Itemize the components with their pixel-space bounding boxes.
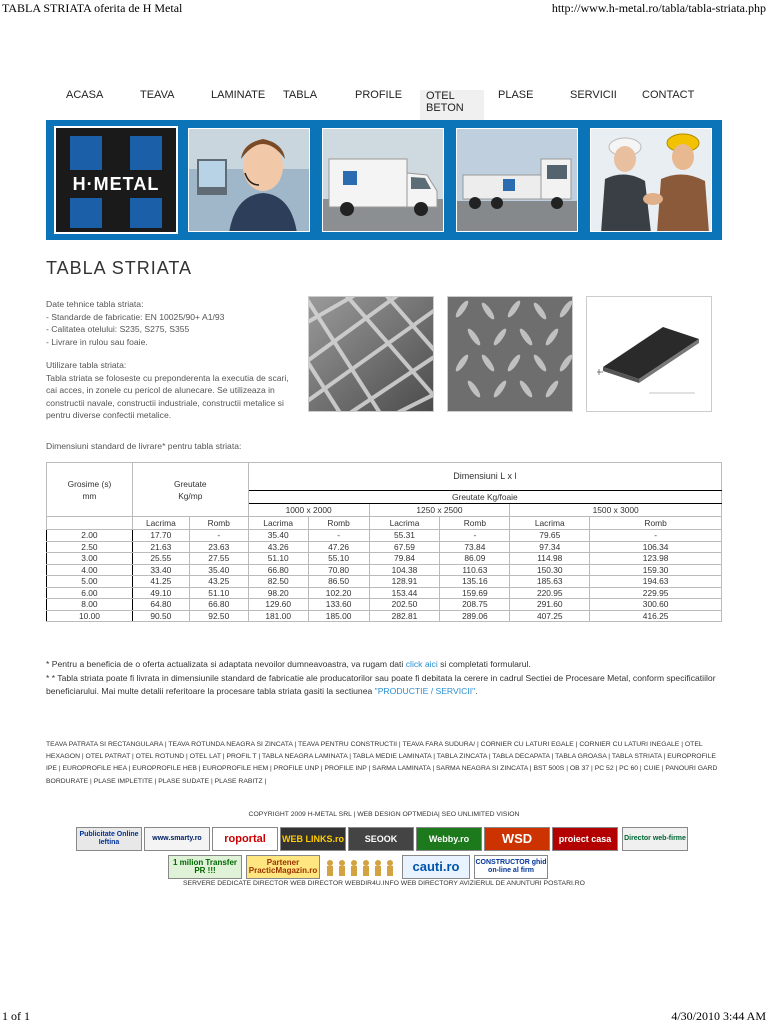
truck-photo <box>456 128 578 232</box>
footer-product-link[interactable]: CUIE <box>643 765 660 773</box>
nav-item-contact[interactable]: CONTACT <box>642 89 695 101</box>
h-metal-logo[interactable] <box>54 126 178 234</box>
table-cell: 66.80 <box>189 599 248 611</box>
footer-product-link[interactable]: CORNIER CU LATURI EGALE <box>480 741 574 748</box>
table-cell: 41.25 <box>132 576 189 588</box>
usage-heading: Utilizare tabla striata: <box>46 360 127 370</box>
footer-product-link[interactable]: EUROPROFILE HEB <box>132 765 197 773</box>
footer-product-link[interactable]: TEAVA FARA SUDURA/ <box>402 741 476 748</box>
table-cell: 135.16 <box>440 576 510 588</box>
badge-proiect-casa[interactable]: proiect casa <box>552 827 618 851</box>
badge-figures[interactable] <box>324 855 398 879</box>
grosime-cell: 6.00 <box>47 587 133 599</box>
table-cell: 185.00 <box>308 610 369 622</box>
table-cell: 35.40 <box>189 564 248 576</box>
note-1-text-end: si completati formularul. <box>437 659 531 669</box>
header-lacrima: Lacrima <box>248 517 308 530</box>
header-size: 1500 x 3000 <box>510 503 722 516</box>
table-cell: 129.60 <box>248 599 308 611</box>
table-cell: 407.25 <box>510 610 590 622</box>
table-cell: 33.40 <box>132 564 189 576</box>
table-cell: 300.60 <box>590 599 722 611</box>
table-cell: 82.50 <box>248 576 308 588</box>
nav-item-otel-beton[interactable]: OTEL BETON <box>420 90 484 120</box>
table-cell: 86.09 <box>440 553 510 565</box>
badge-constructor[interactable]: CONSTRUCTOR ghid on-line al firm <box>474 855 548 879</box>
note-1 <box>46 658 722 672</box>
footer-product-link[interactable]: TABLA GROASA <box>555 753 607 761</box>
footer-product-link[interactable]: PC 60 <box>619 765 639 773</box>
table-cell: 86.50 <box>308 576 369 588</box>
badge-roportal[interactable]: roportal <box>212 827 278 851</box>
table-cell: 106.34 <box>590 541 722 553</box>
nav-item-plase[interactable]: PLASE <box>498 89 534 101</box>
footer-product-link[interactable]: SARMA LAMINATA <box>372 765 431 773</box>
badge-webby[interactable]: Webby.ro <box>416 827 482 851</box>
footer-product-link[interactable]: TABLA DECAPATA <box>492 753 550 761</box>
print-header <box>0 0 768 16</box>
table-cell: 185.63 <box>510 576 590 588</box>
table-cell: 159.69 <box>440 587 510 599</box>
footer-product-link[interactable]: SARMA NEAGRA SI ZINCATA <box>436 765 528 773</box>
footer-product-link[interactable]: TEAVA PENTRU CONSTRUCTII <box>297 741 398 748</box>
table-cell: 208.75 <box>440 599 510 611</box>
nav-item-teava[interactable]: TEAVA <box>140 89 175 101</box>
header-blank <box>47 517 133 530</box>
footer-product-link[interactable]: PROFILE UNP <box>273 765 319 773</box>
grosime-cell: 8.00 <box>47 599 133 611</box>
table-cell: 23.63 <box>189 541 248 553</box>
servers-links[interactable]: SERVERE DEDICATE DIRECTOR WEB DIRECTOR WEBDIR4U.INFO WEB DIRECTORY AVIZIERUL DE ANUNTURI POSTARI.RO <box>183 880 585 887</box>
table-row <box>47 530 722 542</box>
badge-wsd[interactable]: WSD <box>484 827 550 851</box>
table-cell: 43.25 <box>189 576 248 588</box>
footer-product-link[interactable]: PANOURI GARD BORDURATE <box>46 765 718 785</box>
tech-spec-line: - Livrare in rulou sau foaie. <box>46 336 148 347</box>
table-cell: 55.10 <box>308 553 369 565</box>
table-row <box>47 576 722 588</box>
tech-specs-heading: Date tehnice tabla striata: <box>46 299 144 309</box>
badge-director-web-firme[interactable]: Director web-firme <box>622 827 688 851</box>
header-lacrima: Lacrima <box>510 517 590 530</box>
table-cell: 128.91 <box>369 576 440 588</box>
footer-product-link[interactable]: OTEL LAT <box>189 753 221 761</box>
tech-spec-line: - Calitatea otelului: S235, S275, S355 <box>46 324 190 334</box>
grosime-cell: 2.50 <box>47 541 133 553</box>
table-cell: - <box>440 530 510 542</box>
table-cell: - <box>189 530 248 542</box>
footer-product-link[interactable]: OTEL HEXAGON <box>46 741 703 761</box>
table-cell: 73.84 <box>440 541 510 553</box>
header-lacrima: Lacrima <box>369 517 440 530</box>
nav-item-servicii[interactable]: SERVICII <box>570 89 617 101</box>
table-cell: 220.95 <box>510 587 590 599</box>
print-footer <box>0 1008 768 1024</box>
tech-spec-line: - Standarde de fabricatie: EN 10025/90+ A1/93 <box>46 311 225 322</box>
table-row <box>47 541 722 553</box>
table-cell: 92.50 <box>189 610 248 622</box>
footer-product-link[interactable]: PC 52 <box>594 765 614 773</box>
table-cell: 159.30 <box>590 564 722 576</box>
footer-product-link[interactable]: OTEL PATRAT <box>85 753 131 761</box>
print-page-url: http://www.h-metal.ro/tabla/tabla-striata.php <box>551 1 766 15</box>
header-greutate-foaie: Greutate Kg/foaie <box>248 490 721 503</box>
dimensions-table <box>46 462 722 622</box>
header-banner <box>46 120 722 240</box>
footer-product-link[interactable]: OB 37 <box>569 765 590 773</box>
click-here-link[interactable]: click aici <box>405 659 438 669</box>
badge-partener[interactable]: Partener PracticMagazin.ro <box>246 855 320 879</box>
table-cell: 194.63 <box>590 576 722 588</box>
table-cell: 104.38 <box>369 564 440 576</box>
table-cell: 17.70 <box>132 530 189 542</box>
white-van-photo <box>322 128 444 232</box>
table-cell: 51.10 <box>248 553 308 565</box>
diamond-plate-image <box>447 296 573 412</box>
table-cell: - <box>308 530 369 542</box>
table-cell: 98.20 <box>248 587 308 599</box>
note-2-text-end: . <box>475 686 478 696</box>
grosime-cell: 4.00 <box>47 564 133 576</box>
badge-1-milion[interactable]: 1 milion Transfer PR !!! <box>168 855 242 879</box>
usage-text: Tabla striata se foloseste cu preponderenta la executia de scari, cai acces, in zonele cu pericol de alunecare. Se utilizeaza in constructii navale, constructii industriale, constructii metalice si pentru diverse confectii metalice. <box>46 372 289 420</box>
footer-product-link[interactable]: TEAVA ROTUNDA NEAGRA SI ZINCATA <box>168 741 293 748</box>
print-page-title: TABLA STRIATA oferita de H Metal <box>2 1 183 15</box>
table-cell: 67.59 <box>369 541 440 553</box>
table-cell: 66.80 <box>248 564 308 576</box>
logo-block <box>130 136 162 170</box>
footer-product-link[interactable]: EUROPROFILE HEM <box>202 765 269 773</box>
table-cell: 153.44 <box>369 587 440 599</box>
badge-weblinks[interactable]: WEB LINKS.ro <box>280 827 346 851</box>
table-cell: 70.80 <box>308 564 369 576</box>
table-cell: 64.80 <box>132 599 189 611</box>
main-nav <box>46 90 722 118</box>
footer-product-link[interactable]: TABLA STRIATA <box>611 753 662 761</box>
footer-product-link[interactable]: TEAVA PATRATA SI RECTANGULARA <box>46 741 163 748</box>
table-cell: 55.31 <box>369 530 440 542</box>
partner-badges <box>76 827 696 883</box>
table-cell: 47.26 <box>308 541 369 553</box>
table-cell: 102.20 <box>308 587 369 599</box>
plate-drawing-image <box>586 296 712 412</box>
footer-product-link[interactable]: TABLA MEDIE LAMINATA <box>352 753 432 761</box>
table-row <box>47 610 722 622</box>
table-row <box>47 599 722 611</box>
header-romb: Romb <box>440 517 510 530</box>
nav-item-acasa[interactable]: ACASA <box>66 89 104 101</box>
tear-drop-plate-image <box>308 296 434 412</box>
handshake-photo <box>590 128 712 232</box>
grosime-cell: 2.00 <box>47 530 133 542</box>
table-cell: 90.50 <box>132 610 189 622</box>
footer-product-link[interactable]: EUROPROFILE HEA <box>62 765 127 773</box>
header-romb: Romb <box>189 517 248 530</box>
footer-product-link[interactable]: PROFILE INP <box>324 765 367 773</box>
grosime-cell: 10.00 <box>47 610 133 622</box>
productie-servicii-link[interactable]: "PRODUCTIE / SERVICII" <box>374 686 476 696</box>
table-cell: 133.60 <box>308 599 369 611</box>
table-cell: 229.95 <box>590 587 722 599</box>
table-cell: 51.10 <box>189 587 248 599</box>
table-cell: 25.55 <box>132 553 189 565</box>
table-cell: - <box>590 530 722 542</box>
footer-product-link[interactable]: PROFIL T <box>226 753 257 761</box>
table-row <box>47 564 722 576</box>
table-cell: 49.10 <box>132 587 189 599</box>
table-cell: 43.26 <box>248 541 308 553</box>
header-dimensiuni: Dimensiuni L x l <box>248 463 721 491</box>
table-row <box>47 553 722 565</box>
figures-icon <box>324 855 398 879</box>
header-size: 1250 x 2500 <box>369 503 510 516</box>
header-romb: Romb <box>590 517 722 530</box>
table-cell: 79.84 <box>369 553 440 565</box>
grosime-cell: 5.00 <box>47 576 133 588</box>
notes <box>46 658 722 699</box>
table-cell: 27.55 <box>189 553 248 565</box>
footer-product-link[interactable]: TABLA NEAGRA LAMINATA <box>261 753 348 761</box>
header-greutate <box>132 463 248 517</box>
footer-product-link[interactable]: CORNIER CU LATURI INEGALE <box>579 741 680 748</box>
table-row <box>47 587 722 599</box>
table-cell: 79.65 <box>510 530 590 542</box>
table-cell: 150.30 <box>510 564 590 576</box>
table-cell: 21.63 <box>132 541 189 553</box>
header-lacrima: Lacrima <box>132 517 189 530</box>
print-datetime: 4/30/2010 3:44 AM <box>671 1009 766 1023</box>
call-center-photo <box>188 128 310 232</box>
header-grosime-text: Grosime (s) mm <box>67 478 112 501</box>
logo-block <box>70 136 102 170</box>
note-1-text: * Pentru a beneficia de o oferta actualizata si adaptata nevoilor dumneavoastra, va rugam dati <box>46 659 406 669</box>
table-cell: 123.98 <box>590 553 722 565</box>
nav-item-laminate[interactable]: LAMINATE <box>211 89 266 101</box>
badge-cauti[interactable]: cauti.ro <box>402 855 470 879</box>
logo-block <box>70 198 102 228</box>
nav-item-tabla[interactable]: TABLA <box>283 89 318 101</box>
table-cell: 114.98 <box>510 553 590 565</box>
table-cell: 291.60 <box>510 599 590 611</box>
footer-product-links: TEAVA PATRATA SI RECTANGULARA | TEAVA ROTUNDA NEAGRA SI ZINCATA | TEAVA PENTRU CONSTRUCTII | TEAVA FARA SUDURA/ | CORNIER CU LATURI EGALE | CORNIER CU LATURI INEGALE | OTEL HEXAGON | OTEL PATRAT | OTEL ROTUND | OTEL LAT | PROFIL T | TABLA NEAGRA LAMINATA | TABLA MEDIE LAMINATA | TABLA ZINCATA | TABLA DECAPATA | TABLA GROASA | TABLA STRIATA | EUROPROFILE IPE | EUROPROFILE HEA | EUROPROFILE HEB | EUROPROFILE HEM | PROFILE UNP | PROFILE INP | SARMA LAMINATA | SARMA NEAGRA SI ZINCATA | BST 500S | OB 37 | PC 52 | PC 60 | CUIE | PANOURI GARD BORDURATE | PLASE IMPLETITE | PLASE SUDATE | PLASE RABITZ | <box>46 741 718 785</box>
table-body <box>47 530 722 622</box>
header-romb: Romb <box>308 517 369 530</box>
table-cell: 416.25 <box>590 610 722 622</box>
footer-product-link[interactable]: BST 500S <box>533 765 565 773</box>
header-grosime <box>47 463 133 517</box>
badge-publicitate[interactable]: Publicitate Online Ieftina <box>76 827 142 851</box>
page-title: TABLA STRIATA <box>46 258 193 278</box>
footer-product-link[interactable]: EUROPROFILE IPE <box>46 753 716 773</box>
footer-product-link[interactable]: OTEL ROTUND <box>135 753 185 761</box>
table-cell: 289.06 <box>440 610 510 622</box>
table-cell: 282.81 <box>369 610 440 622</box>
footer-product-link[interactable]: PLASE RABITZ <box>214 777 263 785</box>
badge-smarty[interactable]: www.smarty.ro <box>144 827 210 851</box>
logo-block <box>130 198 162 228</box>
header-size: 1000 x 2000 <box>248 503 369 516</box>
note-2-text: * * Tabla striata poate fi livrata in dimensiunile standard de fabricatie ale producatorilor sau poate fi debitata la cerere in cadrul Sectiei de Procesare Metal, conform specificatiilor beneficiarului. Mai multe detalii referitoare la procesare tabla striata gasiti la sectiunea <box>46 672 716 696</box>
note-2 <box>46 672 722 699</box>
dims-intro: Dimensiuni standard de livrare* pentru tabla striata: <box>46 441 242 451</box>
badge-seook[interactable]: SEOOK <box>348 827 414 851</box>
copyright: COPYRIGHT 2009 H-METAL SRL | WEB DESIGN OPTMEDIA| SEO UNLIMITED VISION <box>248 811 520 818</box>
header-greutate-text: Greutate Kg/mp <box>174 478 207 501</box>
table-cell: 35.40 <box>248 530 308 542</box>
table-cell: 202.50 <box>369 599 440 611</box>
logo-text: H·METAL <box>72 174 160 194</box>
table-cell: 110.63 <box>440 564 510 576</box>
table-cell: 181.00 <box>248 610 308 622</box>
footer-product-link[interactable]: TABLA ZINCATA <box>436 753 487 761</box>
grosime-cell: 3.00 <box>47 553 133 565</box>
footer-product-link[interactable]: PLASE IMPLETITE <box>93 777 153 785</box>
footer-product-link[interactable]: PLASE SUDATE <box>158 777 210 785</box>
print-page-number: 1 of 1 <box>2 1009 30 1023</box>
nav-item-profile[interactable]: PROFILE <box>355 89 403 101</box>
tech-specs <box>46 298 298 433</box>
table-cell: 97.34 <box>510 541 590 553</box>
